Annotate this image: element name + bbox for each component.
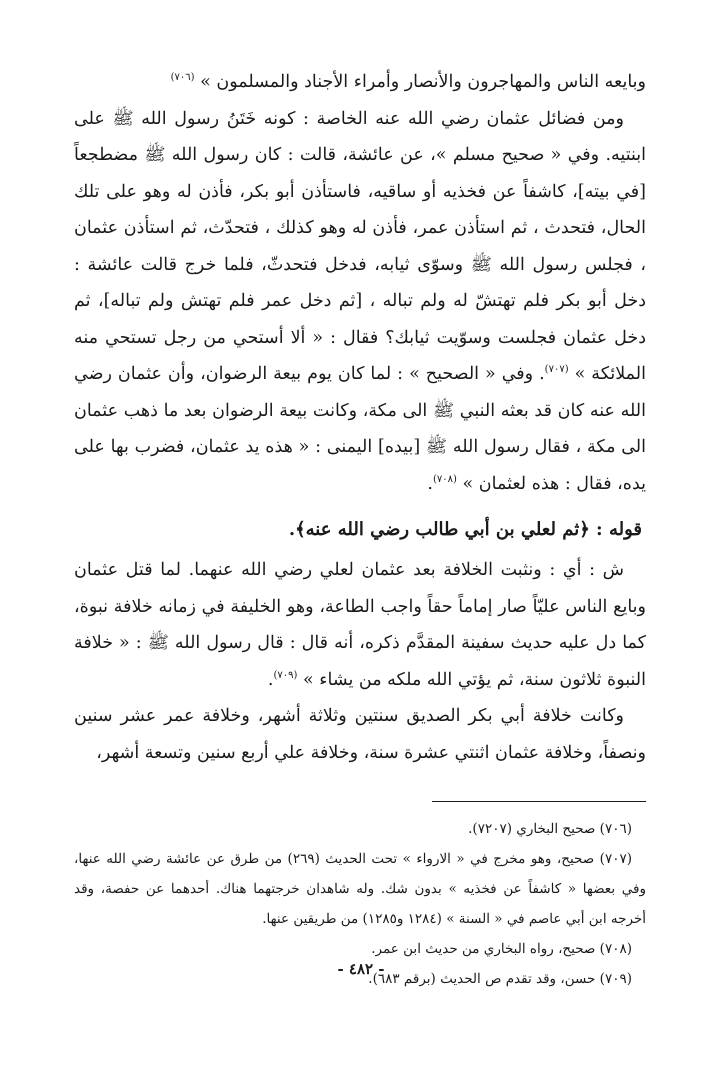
footnote-706: (٧٠٦) صحيح البخاري (٧٢٠٧). (468, 821, 632, 837)
paragraph-3-end: . (267, 669, 274, 690)
paragraph-2-text-a: ومن فضائل عثمان رضي الله عنه الخاصة : كونه خَتَنُ رسول الله ﷺ على ابنتيه. وفي « صحيح مسلم »، عن عائشة، قالت : كان رسول الله ﷺ مضطجعاً [في بيته]، كاشفاً عن فخذيه أو ساقيه، فاستأذن أبو بكر، فأذن له وهو على تلك الحال، فتحدث ، ثم استأذن عمر، فأذن له وهو كذلك ، فتحدّث، ثم استأذن عثمان ، فجلس رسول الله ﷺ وسوّى ثيابه، فدخل فتحدثّ، فلما خرج قالت عائشة : دخل أبو بكر فلم تهتشّ له ولم تباله ، [ثم دخل عمر فلم تهتش ولم تباله]، ثم دخل عثمان فجلست وسوّيت ثيابك؟ فقال : « ألا أستحي من رجل تستحي منه الملائكة » (74, 108, 646, 384)
paragraph-4: وكانت خلافة أبي بكر الصديق سنتين وثلاثة أشهر، وخلافة عمر عشر سنين ونصفاً، وخلافة عثمان اثنتي عشرة سنة، وخلافة علي أربع سنين وتسعة أشهر، (74, 706, 646, 763)
footnote-ref-708: (٧٠٨) (433, 473, 457, 485)
page-number: - ٤٨٢ - (337, 960, 385, 978)
paragraph-2 (74, 101, 646, 503)
paragraph-2-text-b: . وفي « الصحيح » : لما كان يوم بيعة الرضوان، وأن عثمان رضي الله عنه كان قد بعثه النبي ﷺ الى مكة، وكانت بيعة الرضوان بعد ما ذهب عثمان الى مكة ، فقال رسول الله ﷺ [بيده] اليمنى : « هذه يد عثمان، فضرب بها على يده، فقال : هذه لعثمان » (74, 364, 646, 494)
paragraph-2-end: . (427, 473, 433, 494)
paragraph-1 (74, 64, 646, 101)
section-heading: قوله : ﴿ثم لعلي بن أبي طالب رضي الله عنه﴾. (288, 519, 642, 540)
footnote-707: (٧٠٧) صحيح، وهو مخرج في « الارواء » تحت الحديث (٢٦٩) من طرق عن عائشة رضي الله عنها، وفي بعضها « كاشفاً عن فخذيه » بدون شك. وله شاهدان خرجتهما هناك. أحدهما عن حفصة، وقد أخرجه ابن أبي عاصم في « السنة » (١٢٨٤ و١٢٨٥) من طريقين عنها. (74, 851, 646, 927)
footnote-708: (٧٠٨) صحيح، رواه البخاري من حديث ابن عمر. (371, 941, 632, 957)
footnote-709: (٧٠٩) حسن، وقد تقدم ص الحديث (برقم ٦٨٣). (368, 971, 632, 987)
footnote-ref-706: (٧٠٦) (170, 72, 195, 84)
paragraph-3 (74, 552, 646, 698)
footnote-ref-709: (٧٠٩) (273, 669, 298, 681)
paragraph-3-text: ش : أي : ونثبت الخلافة بعد عثمان لعلي رضي الله عنهما. لما قتل عثمان وبايع الناس عليّاً صار إماماً حقاً واجب الطاعة، وهو الخليفة في زمانه خلافة نبوة، كما دل عليه حديث سفينة المقدَّم ذكره، أنه قال : قال رسول الله ﷺ : « خلافة النبوة ثلاثون سنة، ثم يؤتي الله ملكه من يشاء » (74, 560, 646, 690)
footnote-ref-707: (٧٠٧) (544, 364, 569, 376)
paragraph-1-text: وبايعه الناس والمهاجرون والأنصار وأمراء الأجناد والمسلمون » (194, 72, 646, 92)
footnote-divider (432, 801, 646, 802)
page-body (74, 64, 646, 994)
